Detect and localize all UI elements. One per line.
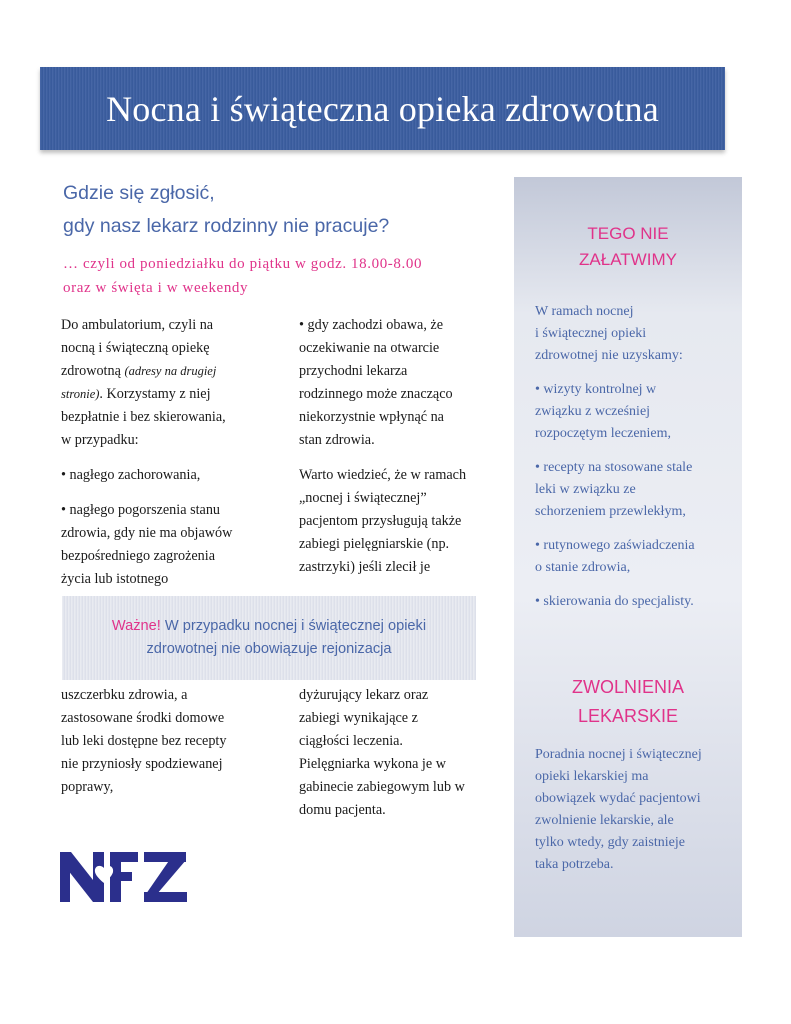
text-line: poprawy, bbox=[61, 779, 114, 795]
intro-question-line: gdy nasz lekarz rodzinny nie pracuje? bbox=[63, 215, 390, 237]
text-line: w przypadku: bbox=[61, 432, 139, 448]
important-label: Ważne! bbox=[111, 618, 161, 634]
text-line bbox=[61, 383, 281, 406]
text-segment: . Korzystamy z niej bbox=[99, 386, 211, 402]
heading-line: ZAŁATWIMY bbox=[579, 250, 677, 269]
text-line: przychodni lekarza bbox=[299, 363, 408, 379]
text-line: leki w związku ze bbox=[535, 482, 636, 497]
text-line: gabinecie zabiegowym lub w bbox=[299, 779, 465, 795]
text-line: nocną i świąteczną opiekę bbox=[61, 340, 210, 356]
italic-note: (adresy na drugiej bbox=[124, 364, 217, 378]
column-1-bottom bbox=[61, 684, 281, 811]
text-line: zabiegi pielęgniarskie (np. bbox=[299, 536, 450, 552]
paragraph-ambulatory bbox=[61, 314, 281, 452]
heading-line: ZWOLNIENIA bbox=[571, 677, 684, 697]
text-line: stan zdrowia. bbox=[299, 432, 375, 448]
important-text: W przypadku nocnej i świątecznej opieki bbox=[160, 618, 427, 634]
bullet-sudden-illness bbox=[61, 464, 281, 487]
text-line: ciągłości leczenia. bbox=[299, 733, 403, 749]
heading-line: LEKARSKIE bbox=[577, 706, 679, 726]
text-line: • recepty na stosowane stale bbox=[535, 460, 693, 475]
italic-note: stronie) bbox=[61, 387, 100, 401]
text-line: taka potrzeba. bbox=[535, 857, 614, 872]
column-1-top bbox=[61, 314, 281, 603]
text-line: • nagłego zachorowania, bbox=[61, 467, 201, 483]
text-line: nie przyniosły spodziewanej bbox=[61, 756, 223, 772]
important-note-line bbox=[62, 615, 476, 638]
intro-question bbox=[63, 177, 503, 243]
text-line: • nagłego pogorszenia stanu bbox=[61, 502, 221, 518]
text-line: lub leki dostępne bez recepty bbox=[61, 733, 227, 749]
bullet-worsening bbox=[61, 499, 281, 591]
nfz-logo bbox=[60, 850, 188, 904]
text-line: niekorzystnie wpłynąć na bbox=[299, 409, 444, 425]
sidebar-heading-sick-leave bbox=[514, 673, 742, 731]
sidebar-bullet bbox=[535, 591, 735, 613]
text-line: opieki lekarskiej ma bbox=[535, 769, 649, 784]
sidebar-paragraph bbox=[535, 744, 735, 876]
sidebar-bullet bbox=[535, 457, 735, 523]
sidebar-intro bbox=[535, 301, 735, 367]
sidebar-sick-leave-text bbox=[535, 744, 735, 888]
text-line: Poradnia nocnej i świątecznej bbox=[535, 747, 702, 762]
text-line: domu pacjenta. bbox=[299, 802, 386, 818]
paragraph-nursing bbox=[299, 464, 499, 579]
heading-line: TEGO NIE bbox=[587, 224, 669, 243]
text-segment: zdrowotną bbox=[61, 363, 125, 379]
title-banner bbox=[40, 67, 725, 150]
text-line: dyżurujący lekarz oraz bbox=[299, 687, 429, 703]
text-line bbox=[61, 360, 281, 383]
text-line: rodzinnego może znacząco bbox=[299, 386, 453, 402]
paragraph-continued bbox=[61, 684, 281, 799]
text-line: życia lub istotnego bbox=[61, 571, 169, 587]
text-line: bezpośredniego zagrożenia bbox=[61, 548, 216, 564]
intro-hours-line: … czyli od poniedziałku do piątku w godz. 18.00-8.00 bbox=[63, 256, 423, 272]
column-2-top bbox=[299, 314, 499, 591]
bullet-concern bbox=[299, 314, 499, 452]
text-line: zastrzyki) jeśli zlecił je bbox=[299, 559, 431, 575]
column-2-bottom bbox=[299, 684, 499, 834]
text-line: obowiązek wydać pacjentowi bbox=[535, 791, 701, 806]
text-line: • gdy zachodzi obawa, że bbox=[299, 317, 444, 333]
sidebar-not-handled-list bbox=[535, 301, 735, 625]
text-line: uszczerbku zdrowia, a bbox=[61, 687, 188, 703]
text-line: i świątecznej opieki bbox=[535, 326, 647, 341]
paragraph-continued bbox=[299, 684, 499, 822]
text-line: rozpoczętym leczeniem, bbox=[535, 426, 672, 441]
text-line: • wizyty kontrolnej w bbox=[535, 382, 657, 397]
page-title: Nocna i świąteczna opieka zdrowotna bbox=[106, 88, 659, 129]
sidebar-bullet bbox=[535, 535, 735, 579]
sidebar-heading-not-handled bbox=[514, 221, 742, 273]
text-line: zastosowane środki domowe bbox=[61, 710, 225, 726]
text-line: Pielęgniarka wykona je w bbox=[299, 756, 446, 772]
text-line: zdrowia, gdy nie ma objawów bbox=[61, 525, 233, 541]
important-note bbox=[62, 596, 476, 680]
text-line: Warto wiedzieć, że w ramach bbox=[299, 467, 467, 483]
text-line: zabiegi wynikające z bbox=[299, 710, 418, 726]
text-line: oczekiwanie na otwarcie bbox=[299, 340, 440, 356]
text-line: związku z wcześniej bbox=[535, 404, 651, 419]
text-line: „nocnej i świątecznej” bbox=[299, 490, 427, 506]
intro-hours-line: oraz w święta i w weekendy bbox=[63, 280, 249, 296]
important-note-line: zdrowotnej nie obowiązuje rejonizacja bbox=[146, 641, 392, 657]
text-line: bezpłatnie i bez skierowania, bbox=[61, 409, 226, 425]
text-line: zwolnienie lekarskie, ale bbox=[535, 813, 674, 828]
text-line: zdrowotnej nie uzyskamy: bbox=[535, 348, 683, 363]
intro-question-line: Gdzie się zgłosić, bbox=[63, 182, 215, 204]
text-line: • skierowania do specjalisty. bbox=[535, 594, 694, 609]
intro-hours bbox=[63, 252, 503, 300]
text-line: o stanie zdrowia, bbox=[535, 560, 631, 575]
text-line: W ramach nocnej bbox=[535, 304, 634, 319]
text-line: • rutynowego zaświadczenia bbox=[535, 538, 695, 553]
text-line: Do ambulatorium, czyli na bbox=[61, 317, 214, 333]
sidebar-bullet bbox=[535, 379, 735, 445]
text-line: schorzeniem przewlekłym, bbox=[535, 504, 686, 519]
sidebar bbox=[514, 177, 742, 937]
text-line: pacjentom przysługują także bbox=[299, 513, 462, 529]
text-line: tylko wtedy, gdy zaistnieje bbox=[535, 835, 685, 850]
